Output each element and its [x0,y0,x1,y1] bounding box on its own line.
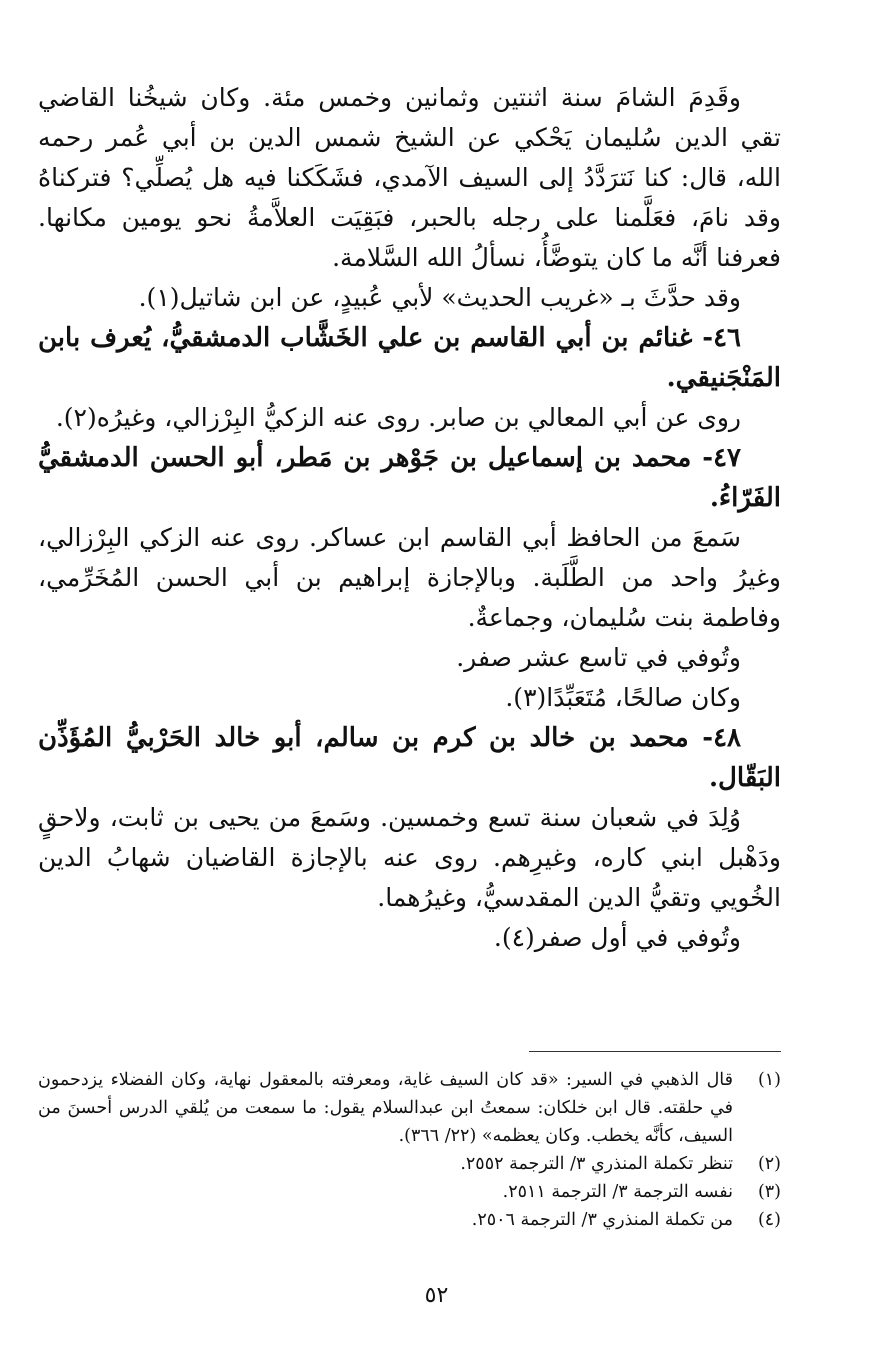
footnote [38,1178,781,1206]
footnote-divider [529,1051,781,1052]
paragraph-saif-amidi: وقَدِمَ الشامَ سنة اثنتين وثمانين وخمس مئة. وكان شيخُنا القاضي تقي الدين سُليمان يَحْكي عن الشيخ شمس الدين بن أبي عُمر رحمه الله، قال: كنا نَترَدَّدُ إلى السيف الآمدي، فشَكَكنا فيه هل يُصلِّي؟ فتركناهُ وقد نامَ، فعَلَّمنا على رجله بالحبر، فبَقِيَت العلاَّمةُ نحو يومين مكانها. فعرفنا أنَّه ما كان يتوضَّأُ، نسألُ الله السَّلامة. [38,83,781,272]
main-text [38,78,781,958]
footnote-text: قال الذهبي في السير: «قد كان السيف غاية، ومعرفته بالمعقول نهاية، وكان الفضلاء يزدحمون في حلقته. قال ابن خلكان: سمعتُ ابن عبدالسلام يقول: ما سمعت من يُلقي الدرس أحسنَ من السيف، كأنَّه يخطب. وكان يعظمه» (٢٢/ ٣٦٦). [38,1070,733,1146]
footnote-text: نفسه الترجمة ٣/ الترجمة ٢٥١١. [502,1182,733,1202]
paragraph-entry-47-death: وتُوفي في تاسع عشر صفر. [456,643,741,672]
paragraph-entry-48-death: وتُوفي في أول صفر(٤). [493,923,741,952]
footnote-text: من تكملة المنذري ٣/ الترجمة ٢٥٠٦. [471,1210,733,1230]
paragraph-entry-46: روى عن أبي المعالي بن صابر. روى عنه الزكيُّ البِرْزالي، وغيرُه(٢). [55,403,741,432]
paragraph-entry-48: وُلِدَ في شعبان سنة تسع وخمسين. وسَمعَ من يحيى بن ثابت، ولاحقٍ ودَهْبل ابني كاره، وغيرِهم. روى عنه بالإجازة القاضيان شهابُ الدين الخُويي وتقيُّ الدين المقدسيُّ، وغيرُهما. [38,803,781,912]
paragraph-entry-47-character: وكان صالحًا، مُتَعَبِّدًا(٣). [505,683,741,712]
footnote-text: تنظر تكملة المنذري ٣/ الترجمة ٢٥٥٢. [460,1154,733,1174]
page-number: ٥٢ [424,1283,449,1308]
entry-heading-48: ٤٨- محمد بن خالد بن كرم بن سالم، أبو خالد الحَرْبيُّ المُؤَذِّن البَقّال. [38,723,781,793]
paragraph-gharib-hadith: وقد حدَّثَ بـ «غريب الحديث» لأبي عُبيدٍ، عن ابن شاتيل(١). [138,283,741,312]
footnote [38,1150,781,1178]
footnotes [38,1066,781,1234]
entry-heading-46: ٤٦- غنائم بن أبي القاسم بن علي الخَشَّاب الدمشقيُّ، يُعرف بابن المَنْجَنيقي. [38,323,781,393]
footnote-number: (٤) [757,1210,781,1230]
footnote-number: (١) [757,1070,781,1090]
footnote-number: (٢) [757,1154,781,1174]
footnote [38,1066,781,1150]
footnote-number: (٣) [757,1182,781,1202]
footnote [38,1206,781,1234]
paragraph-entry-47: سَمعَ من الحافظ أبي القاسم ابن عساكر. روى عنه الزكي البِرْزالي، وغيرُ واحد من الطَّلَبة. وبالإجازة إبراهيم بن أبي الحسن المُخَرِّمي، وفاطمة بنت سُليمان، وجماعةٌ. [38,523,781,632]
entry-heading-47: ٤٧- محمد بن إسماعيل بن جَوْهر بن مَطر، أبو الحسن الدمشقيُّ الفَرّاءُ. [38,443,781,513]
